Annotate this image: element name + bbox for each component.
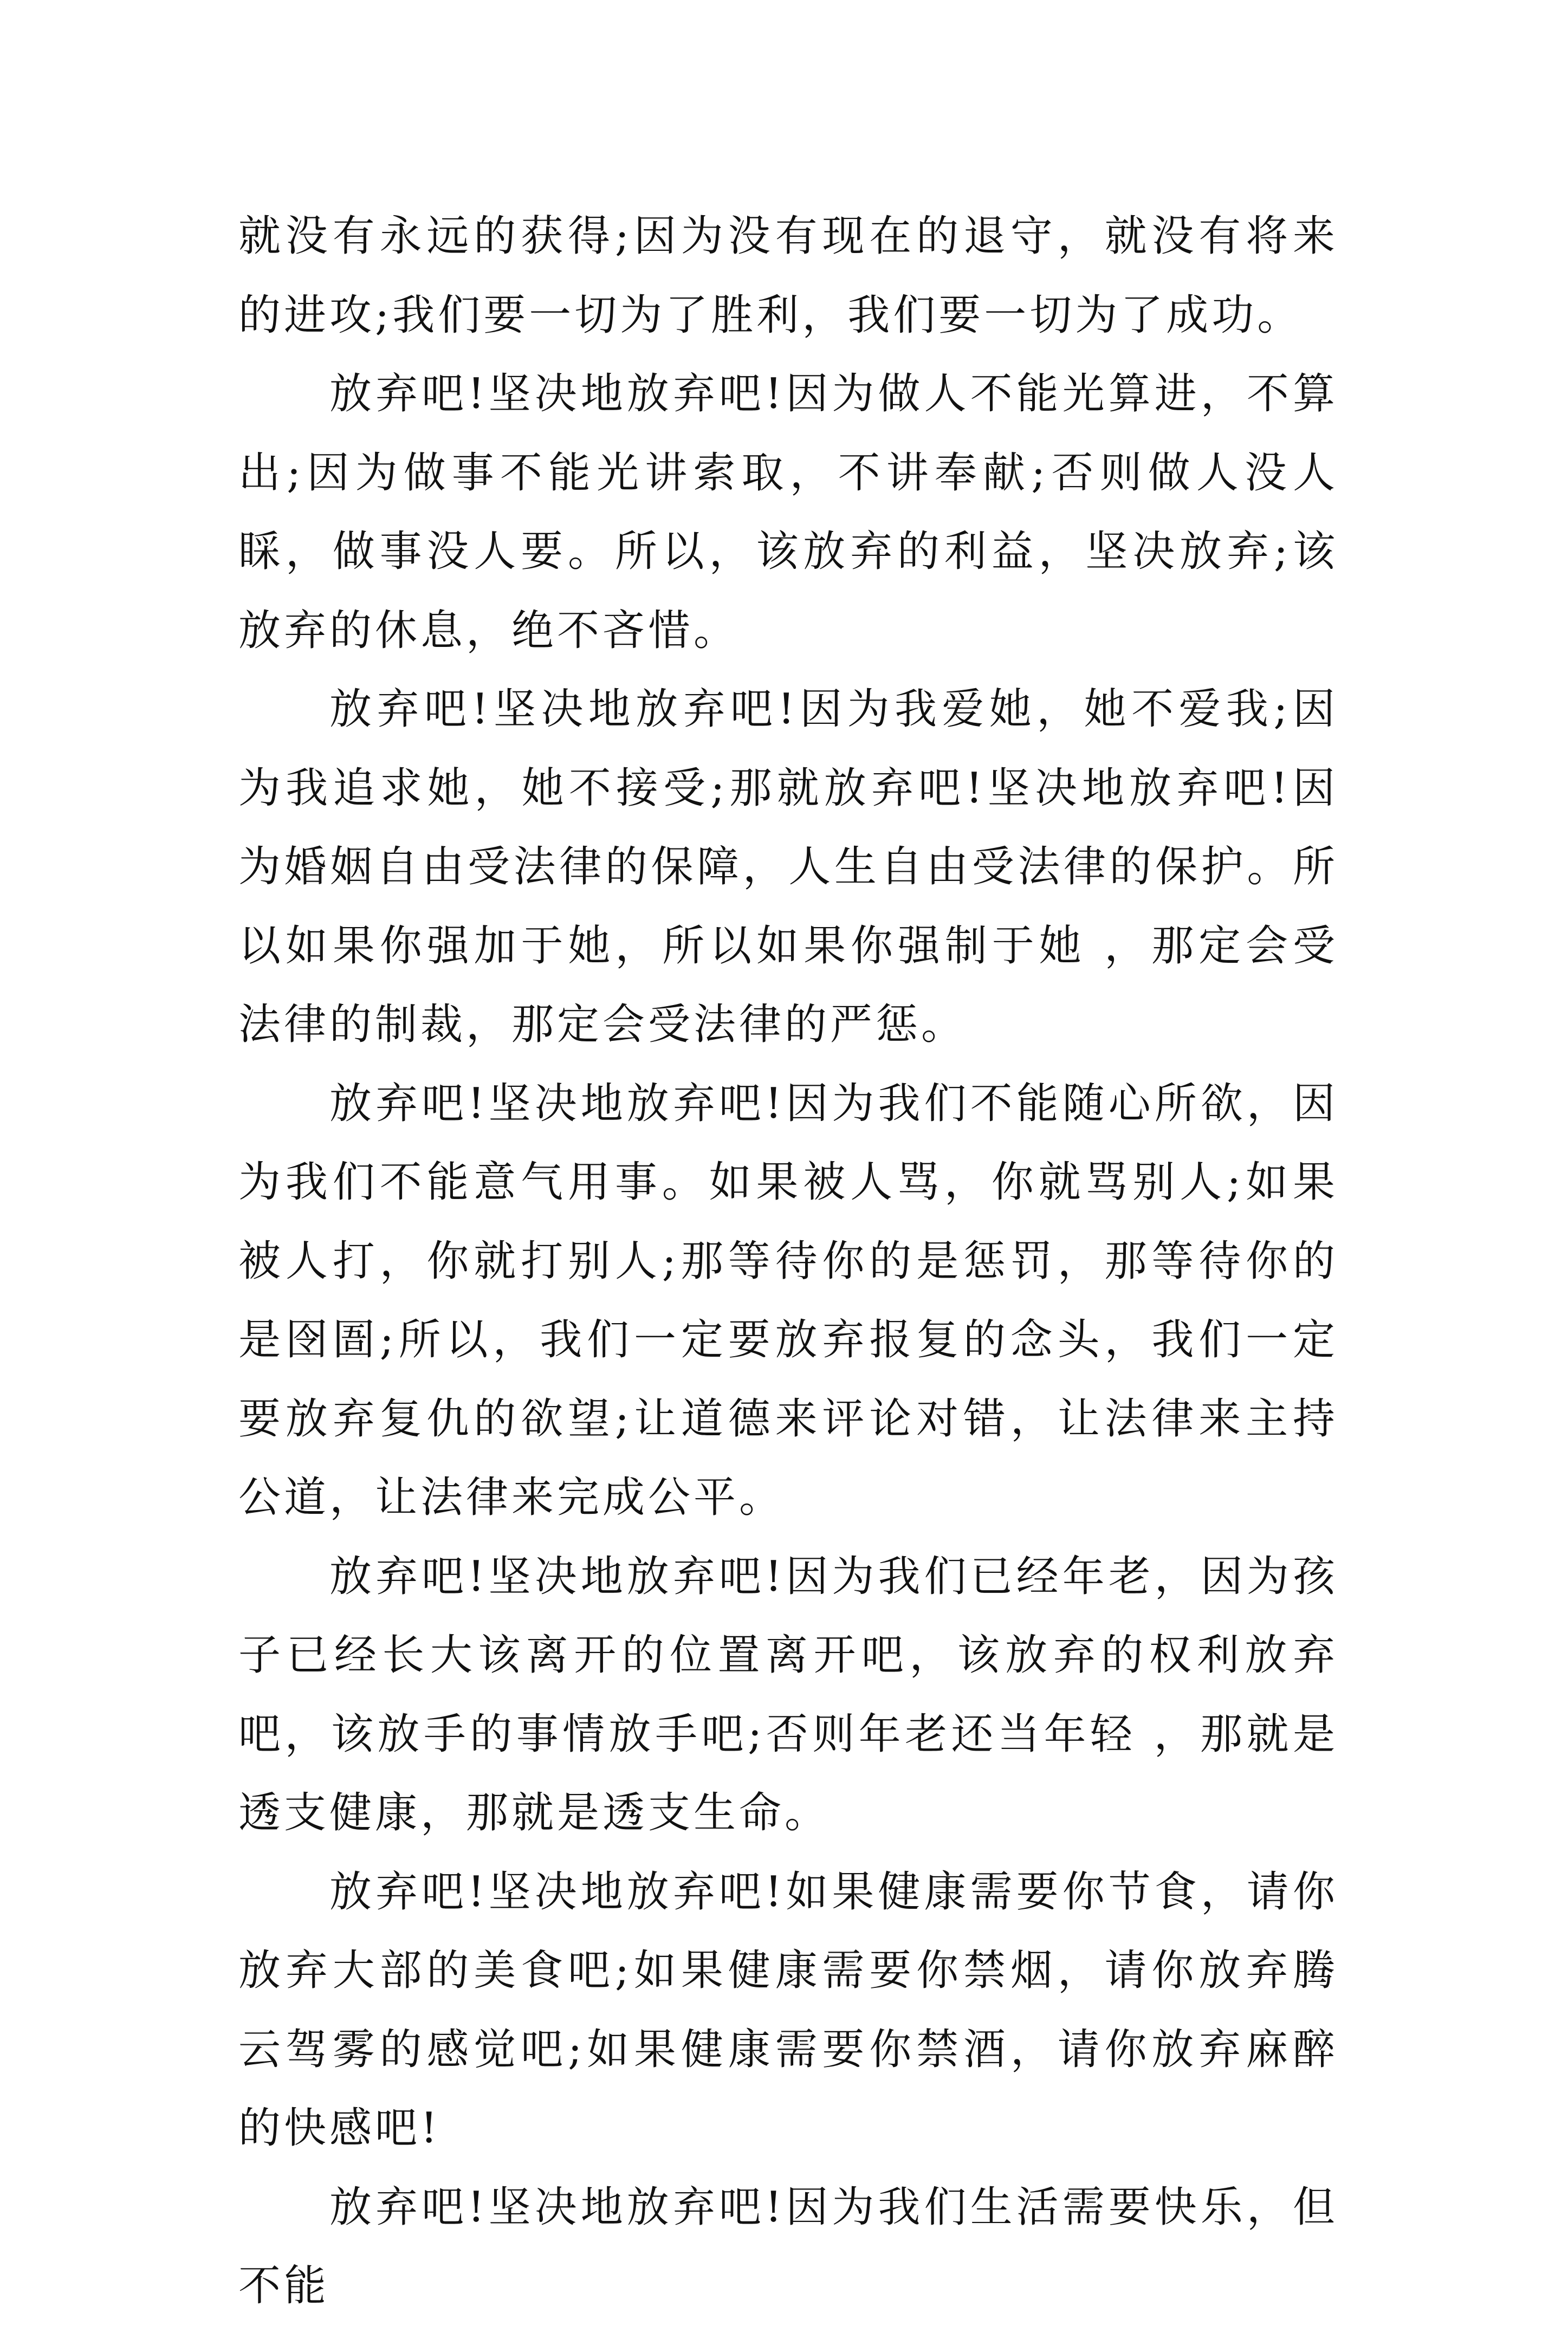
paragraph-7: 放弃吧!坚决地放弃吧!因为我们生活需要快乐，但不能	[238, 2182, 1338, 2310]
paragraph-3: 放弃吧!坚决地放弃吧!因为我爱她，她不爱我;因为我追求她，她不接受;那就放弃吧!坚决地放弃吧!因为婚姻自由受法律的保障，人生自由受法律的保护。所以如果你强加于她，所以如果你强制于她 ，那定会受法律的制裁，那定会受法律的严惩。	[238, 685, 1338, 1049]
paragraph-6: 放弃吧!坚决地放弃吧!如果健康需要你节食，请你放弃大部的美食吧;如果健康需要你禁烟，请你放弃腾云驾雾的感觉吧;如果健康需要你禁酒，请你放弃麻醉的快感吧!	[238, 1867, 1338, 2153]
document-body	[238, 197, 1338, 2326]
paragraph-2: 放弃吧!坚决地放弃吧!因为做人不能光算进，不算出;因为做事不能光讲索取，不讲奉献;否则做人没人睬，做事没人要。所以，该放弃的利益，坚决放弃;该放弃的休息，绝不吝惜。	[238, 370, 1338, 655]
paragraph-5: 放弃吧!坚决地放弃吧!因为我们已经年老，因为孩子已经长大该离开的位置离开吧，该放弃的权利放弃吧，该放手的事情放手吧;否则年老还当年轻 ，那就是透支健康，那就是透支生命。	[238, 1552, 1338, 1837]
paragraph-1: 就没有永远的获得;因为没有现在的退守，就没有将来的进攻;我们要一切为了胜利，我们要一切为了成功。	[238, 212, 1338, 340]
paragraph-4: 放弃吧!坚决地放弃吧!因为我们不能随心所欲，因为我们不能意气用事。如果被人骂，你就骂别人;如果被人打，你就打别人;那等待你的是惩罚，那等待你的是囹圄;所以，我们一定要放弃报复的念头，我们一定要放弃复仇的欲望;让道德来评论对错，让法律来主持公道，让法律来完成公平。	[238, 1079, 1338, 1522]
